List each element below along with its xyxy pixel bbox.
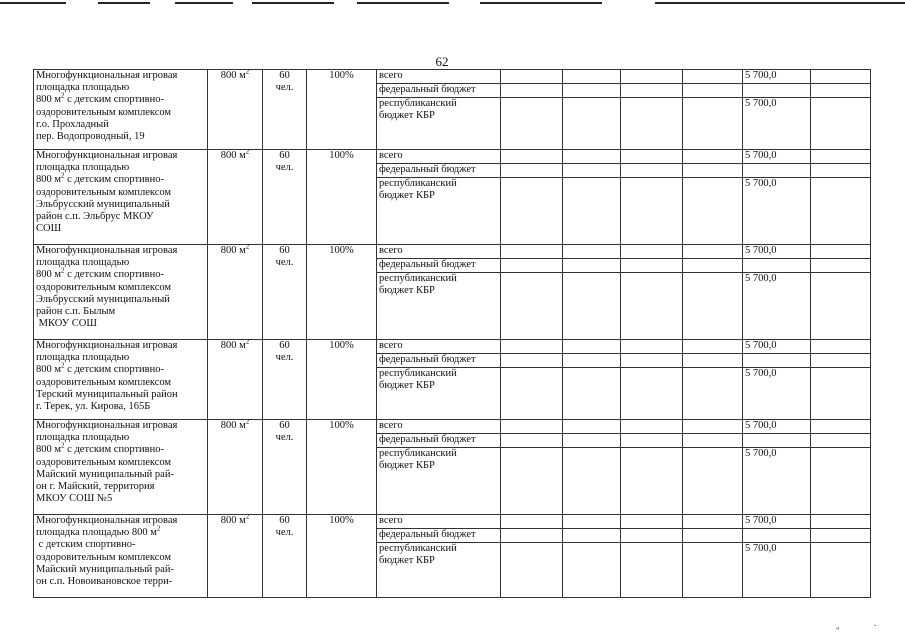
funding-source: всего — [377, 70, 501, 84]
empty-cell — [501, 150, 563, 164]
empty-cell — [621, 259, 683, 273]
empty-cell — [811, 543, 871, 598]
object-capacity — [263, 245, 307, 340]
object-name-line: площадка площадью — [36, 352, 130, 364]
funding-amount — [743, 84, 811, 98]
funding-amount: 5 700,0 — [743, 178, 811, 245]
empty-cell — [501, 368, 563, 420]
empty-cell — [563, 178, 621, 245]
object-name-line: 800 $м^2$ с детским спортивно- — [36, 266, 164, 281]
empty-cell — [501, 515, 563, 529]
funding-amount: 5 700,0 — [743, 340, 811, 354]
table-row — [34, 245, 871, 259]
empty-cell — [811, 420, 871, 434]
scan-line — [480, 2, 602, 4]
object-area: 800 $м^2$ — [208, 150, 263, 245]
object-name-line: 800 $м^2$ с детским спортивно- — [36, 361, 164, 376]
empty-cell — [621, 245, 683, 259]
capacity-unit: чел. — [275, 162, 294, 174]
funding-source: федеральный бюджет — [377, 164, 501, 178]
empty-cell — [501, 245, 563, 259]
scan-line — [655, 2, 905, 4]
empty-cell — [683, 448, 743, 515]
empty-cell — [621, 84, 683, 98]
empty-cell — [621, 529, 683, 543]
empty-cell — [683, 529, 743, 543]
empty-cell — [501, 259, 563, 273]
scan-line — [175, 2, 233, 4]
object-name-line: Многофункциональная игровая — [36, 150, 178, 161]
funding-source: федеральный бюджет — [377, 84, 501, 98]
object-area: 800 $м^2$ — [208, 245, 263, 340]
object-name-line: площадка площадью 800 $м^2$ — [36, 524, 161, 539]
funding-source: республиканский бюджет КБР — [377, 368, 501, 420]
funding-source: республиканский бюджет КБР — [377, 98, 501, 150]
empty-cell — [811, 515, 871, 529]
capacity-value: 60 — [279, 340, 290, 351]
object-readiness: 100% — [307, 340, 377, 420]
empty-cell — [501, 273, 563, 340]
object-name — [34, 420, 208, 515]
funding-amount — [743, 164, 811, 178]
table-row — [34, 340, 871, 354]
capacity-unit: чел. — [275, 527, 294, 539]
object-capacity — [263, 420, 307, 515]
object-capacity — [263, 150, 307, 245]
object-name-line: площадка площадью — [36, 82, 130, 94]
empty-cell — [811, 354, 871, 368]
object-name-line: Многофункциональная игровая — [36, 420, 178, 431]
empty-cell — [811, 98, 871, 150]
empty-cell — [563, 84, 621, 98]
empty-cell — [501, 448, 563, 515]
funding-amount: 5 700,0 — [743, 98, 811, 150]
object-name-line: 800 $м^2$ с детским спортивно- — [36, 91, 164, 106]
object-name-line: район с.п. Эльбрус МКОУ — [36, 211, 154, 223]
empty-cell — [501, 434, 563, 448]
empty-cell — [621, 543, 683, 598]
object-name — [34, 70, 208, 150]
object-name-line: оздоровительным комплексом — [36, 186, 172, 198]
object-name-line: он с.п. Новоивановское терри- — [36, 576, 173, 588]
capacity-unit: чел. — [275, 82, 294, 94]
empty-cell — [563, 448, 621, 515]
funding-amount — [743, 259, 811, 273]
empty-cell — [683, 70, 743, 84]
empty-cell — [563, 273, 621, 340]
table-row — [34, 420, 871, 434]
funding-source: всего — [377, 340, 501, 354]
empty-cell — [501, 543, 563, 598]
empty-cell — [621, 98, 683, 150]
empty-cell — [811, 84, 871, 98]
object-name-line: район с.п. Былым — [36, 306, 116, 318]
funding-amount: 5 700,0 — [743, 515, 811, 529]
capacity-unit: чел. — [275, 432, 294, 444]
object-name — [34, 150, 208, 245]
empty-cell — [563, 70, 621, 84]
capacity-value: 60 — [279, 150, 290, 161]
empty-cell — [683, 368, 743, 420]
scan-mark: " — [836, 626, 840, 636]
empty-cell — [683, 245, 743, 259]
object-name-line: оздоровительным комплексом — [36, 281, 172, 293]
empty-cell — [563, 98, 621, 150]
empty-cell — [811, 340, 871, 354]
empty-cell — [683, 354, 743, 368]
empty-cell — [683, 259, 743, 273]
empty-cell — [683, 515, 743, 529]
object-name-line: Майский муниципальный рай- — [36, 468, 174, 480]
empty-cell — [811, 150, 871, 164]
empty-cell — [811, 368, 871, 420]
scan-mark: . — [874, 618, 877, 628]
funding-source: всего — [377, 245, 501, 259]
empty-cell — [811, 448, 871, 515]
empty-cell — [683, 84, 743, 98]
empty-cell — [621, 448, 683, 515]
scan-line — [357, 2, 449, 4]
object-name-line: Многофункциональная игровая — [36, 515, 178, 526]
object-capacity — [263, 340, 307, 420]
object-name — [34, 340, 208, 420]
object-name-line: Терский муниципальный район — [36, 388, 178, 400]
empty-cell — [563, 245, 621, 259]
object-name-line: площадка площадью — [36, 257, 130, 269]
empty-cell — [563, 543, 621, 598]
funding-amount: 5 700,0 — [743, 368, 811, 420]
object-readiness: 100% — [307, 150, 377, 245]
empty-cell — [563, 420, 621, 434]
empty-cell — [621, 70, 683, 84]
object-name-line: МКОУ СОШ — [36, 318, 97, 330]
empty-cell — [811, 70, 871, 84]
capacity-value: 60 — [279, 420, 290, 431]
empty-cell — [563, 164, 621, 178]
funding-amount: 5 700,0 — [743, 543, 811, 598]
object-name-line: г. Терек, ул. Кирова, 165Б — [36, 401, 151, 413]
object-name-line: Майский муниципальный рай- — [36, 563, 174, 575]
empty-cell — [563, 340, 621, 354]
empty-cell — [621, 164, 683, 178]
empty-cell — [621, 368, 683, 420]
object-name-line: МКОУ СОШ №5 — [36, 493, 113, 505]
empty-cell — [683, 434, 743, 448]
object-readiness: 100% — [307, 245, 377, 340]
object-name-line: оздоровительным комплексом — [36, 106, 172, 118]
funding-source: всего — [377, 150, 501, 164]
funding-amount — [743, 354, 811, 368]
empty-cell — [501, 70, 563, 84]
empty-cell — [683, 150, 743, 164]
object-name-line: СОШ — [36, 223, 62, 235]
empty-cell — [683, 340, 743, 354]
funding-source: федеральный бюджет — [377, 354, 501, 368]
object-name-line: Многофункциональная игровая — [36, 70, 178, 81]
empty-cell — [811, 273, 871, 340]
object-name-line: оздоровительным комплексом — [36, 551, 172, 563]
funding-source: федеральный бюджет — [377, 529, 501, 543]
empty-cell — [501, 354, 563, 368]
empty-cell — [811, 529, 871, 543]
object-name-line: г.о. Прохладный — [36, 118, 109, 130]
object-area: 800 $м^2$ — [208, 420, 263, 515]
funding-amount — [743, 434, 811, 448]
empty-cell — [683, 543, 743, 598]
object-area: 800 $м^2$ — [208, 340, 263, 420]
object-name-line: Многофункциональная игровая — [36, 340, 178, 351]
funding-amount: 5 700,0 — [743, 245, 811, 259]
program-table — [33, 69, 871, 598]
object-name-line: оздоровительным комплексом — [36, 376, 172, 388]
empty-cell — [501, 529, 563, 543]
funding-amount — [743, 529, 811, 543]
object-area: 800 $м^2$ — [208, 70, 263, 150]
object-name-line: площадка площадью — [36, 432, 130, 444]
object-name-line: 800 $м^2$ с детским спортивно- — [36, 441, 164, 456]
funding-source: республиканский бюджет КБР — [377, 178, 501, 245]
empty-cell — [621, 340, 683, 354]
empty-cell — [501, 164, 563, 178]
object-readiness: 100% — [307, 515, 377, 598]
empty-cell — [501, 178, 563, 245]
empty-cell — [501, 420, 563, 434]
object-name-line: оздоровительным комплексом — [36, 456, 172, 468]
empty-cell — [811, 245, 871, 259]
capacity-value: 60 — [279, 245, 290, 256]
object-name-line: площадка площадью — [36, 162, 130, 174]
object-readiness: 100% — [307, 420, 377, 515]
empty-cell — [563, 150, 621, 164]
funding-amount: 5 700,0 — [743, 420, 811, 434]
empty-cell — [563, 529, 621, 543]
object-capacity — [263, 70, 307, 150]
table-row — [34, 150, 871, 164]
object-name — [34, 245, 208, 340]
empty-cell — [501, 98, 563, 150]
object-name-line: пер. Водопроводный, 19 — [36, 131, 145, 143]
scan-line — [0, 2, 66, 4]
empty-cell — [563, 434, 621, 448]
funding-source: федеральный бюджет — [377, 434, 501, 448]
page-number: 62 — [435, 54, 449, 69]
empty-cell — [621, 150, 683, 164]
object-area: 800 $м^2$ — [208, 515, 263, 598]
funding-source: федеральный бюджет — [377, 259, 501, 273]
capacity-value: 60 — [279, 70, 290, 81]
funding-source: республиканский бюджет КБР — [377, 543, 501, 598]
empty-cell — [621, 515, 683, 529]
funding-amount: 5 700,0 — [743, 273, 811, 340]
empty-cell — [683, 273, 743, 340]
scan-line — [98, 2, 150, 4]
empty-cell — [501, 340, 563, 354]
object-capacity — [263, 515, 307, 598]
empty-cell — [811, 259, 871, 273]
table-row — [34, 515, 871, 529]
scan-line — [252, 2, 334, 4]
empty-cell — [811, 178, 871, 245]
object-name-line: он г. Майский, территория — [36, 481, 155, 493]
funding-source: всего — [377, 420, 501, 434]
funding-amount: 5 700,0 — [743, 150, 811, 164]
capacity-value: 60 — [279, 515, 290, 526]
empty-cell — [501, 84, 563, 98]
empty-cell — [563, 515, 621, 529]
capacity-unit: чел. — [275, 257, 294, 269]
empty-cell — [621, 420, 683, 434]
funding-source: всего — [377, 515, 501, 529]
funding-amount: 5 700,0 — [743, 448, 811, 515]
empty-cell — [563, 354, 621, 368]
object-name-line: Многофункциональная игровая — [36, 245, 178, 256]
object-name — [34, 515, 208, 598]
funding-amount: 5 700,0 — [743, 70, 811, 84]
capacity-unit: чел. — [275, 352, 294, 364]
empty-cell — [811, 164, 871, 178]
table-row — [34, 70, 871, 84]
table-body — [34, 70, 871, 598]
object-name-line: Эльбрусский муниципальный — [36, 293, 170, 305]
empty-cell — [621, 273, 683, 340]
empty-cell — [811, 434, 871, 448]
funding-source: республиканский бюджет КБР — [377, 273, 501, 340]
object-readiness: 100% — [307, 70, 377, 150]
empty-cell — [621, 354, 683, 368]
empty-cell — [683, 420, 743, 434]
funding-source: республиканский бюджет КБР — [377, 448, 501, 515]
empty-cell — [563, 259, 621, 273]
empty-cell — [683, 164, 743, 178]
empty-cell — [563, 368, 621, 420]
empty-cell — [621, 178, 683, 245]
object-name-line: Эльбрусский муниципальный — [36, 198, 170, 210]
empty-cell — [621, 434, 683, 448]
empty-cell — [683, 178, 743, 245]
empty-cell — [683, 98, 743, 150]
object-name-line: с детским спортивно- — [36, 539, 136, 551]
object-name-line: 800 $м^2$ с детским спортивно- — [36, 171, 164, 186]
